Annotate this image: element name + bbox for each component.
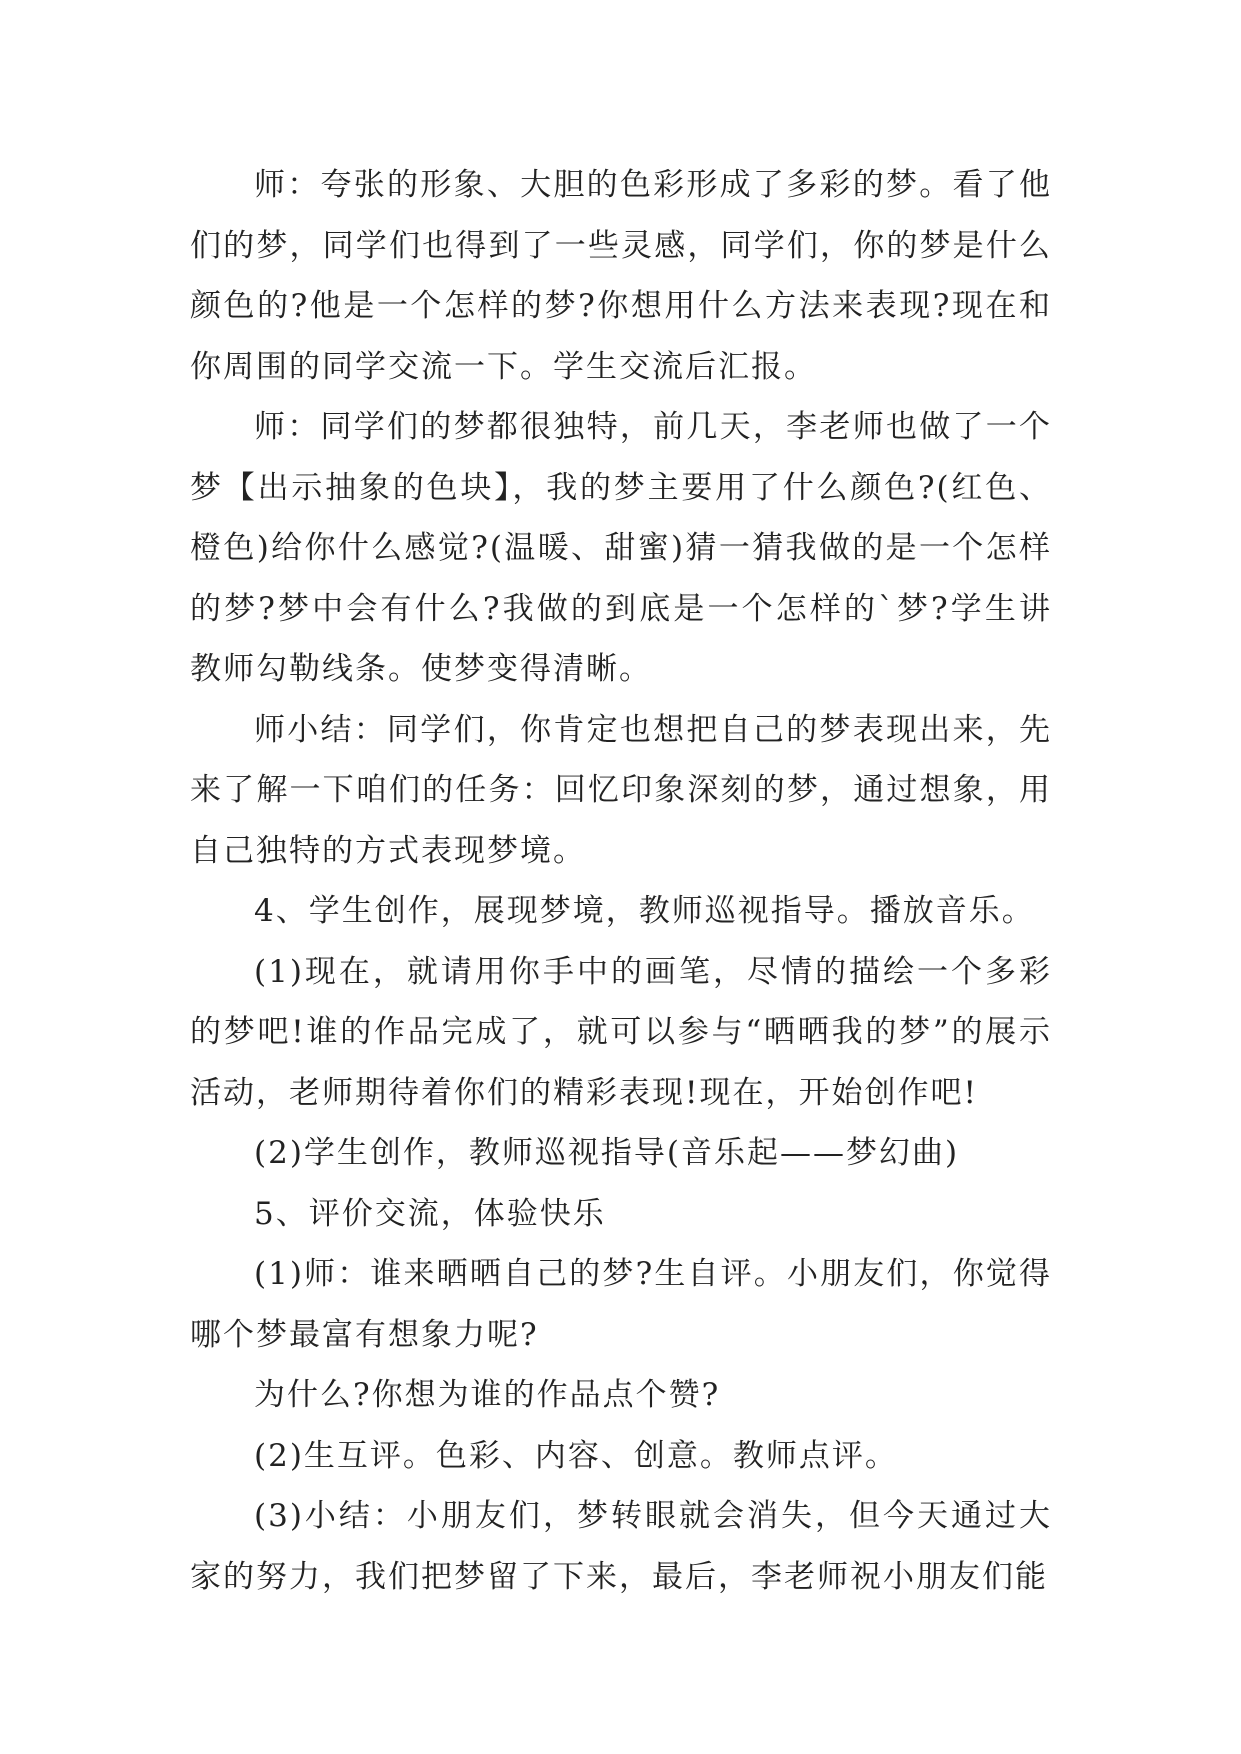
paragraph-step-5-2: (2)生互评。色彩、内容、创意。教师点评。 xyxy=(254,1437,898,1474)
paragraph-teacher-dream: 师：同学们的梦都很独特，前几天，李老师也做了一个梦【出示抽象的色块】，我的梦主要用了什么颜色?(红色、橙色)给你什么感觉?(温暖、甜蜜)猜一猜我做的是一个怎样的梦?梦中会有什么?我做的到底是一个怎样的`梦?学生讲教师勾勒线条。使梦变得清晰。 xyxy=(190,409,1052,687)
paragraph-step-5-3: (3)小结：小朋友们，梦转眼就会消失，但今天通过大家的努力，我们把梦留了下来，最后，李老师祝小朋友们能 xyxy=(190,1498,1052,1595)
paragraph-teacher-summary: 师小结：同学们，你肯定也想把自己的梦表现出来，先来了解一下咱们的任务：回忆印象深刻的梦，通过想象，用自己独特的方式表现梦境。 xyxy=(190,711,1052,869)
paragraph-step-4-heading: 4、学生创作，展现梦境，教师巡视指导。播放音乐。 xyxy=(254,893,1035,929)
paragraph-teacher-exaggeration: 师：夸张的形象、大胆的色彩形成了多彩的梦。看了他们的梦，同学们也得到了一些灵感，同学们，你的梦是什么颜色的?他是一个怎样的梦?你想用什么方法来表现?现在和你周围的同学交流一下。学生交流后汇报。 xyxy=(190,167,1052,385)
document-page xyxy=(190,155,1052,1607)
paragraph-step-5-1: (1)师：谁来晒晒自己的梦?生自评。小朋友们，你觉得哪个梦最富有想象力呢? xyxy=(190,1256,1052,1353)
paragraph-step-5-heading: 5、评价交流，体验快乐 xyxy=(254,1195,606,1232)
paragraph-step-4-2: (2)学生创作，教师巡视指导(音乐起——梦幻曲) xyxy=(254,1135,960,1171)
paragraph-step-4-1: (1)现在，就请用你手中的画笔，尽情的描绘一个多彩的梦吧!谁的作品完成了，就可以参与“晒晒我的梦”的展示活动，老师期待着你们的精彩表现!现在，开始创作吧! xyxy=(190,953,1052,1111)
paragraph-step-5-1-continued: 为什么?你想为谁的作品点个赞? xyxy=(254,1377,721,1413)
